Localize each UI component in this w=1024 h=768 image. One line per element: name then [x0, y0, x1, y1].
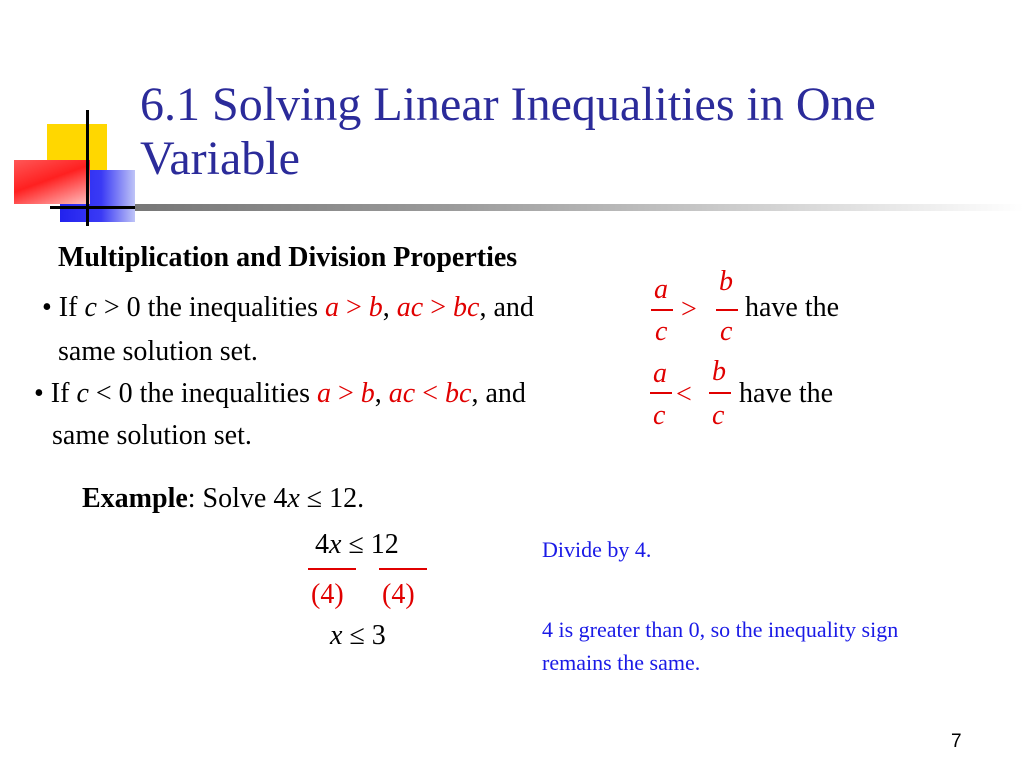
frac-numerator-a: a: [653, 358, 667, 389]
section-heading: Multiplication and Division Properties: [58, 242, 518, 273]
frac-denominator-c: c: [720, 316, 733, 347]
frac-numerator-b: b: [712, 356, 726, 387]
divisor-right: (4): [382, 579, 415, 610]
fraction-bar: [651, 309, 673, 311]
note-explanation: 4 is greater than 0, so the inequality sign remains the same.: [542, 617, 899, 675]
divisor-left: (4): [311, 579, 344, 610]
note-divide: Divide by 4.: [542, 537, 652, 562]
example-step-1: 4x ≤ 12: [315, 529, 399, 560]
fraction-bar: [650, 392, 672, 394]
bullet-2-line-2: same solution set.: [52, 420, 252, 451]
bullet-1-line-1: • If c > 0 the inequalities a > b, ac > bc, and: [42, 292, 534, 323]
frac-denominator-c: c: [712, 400, 725, 431]
example-result: x ≤ 3: [330, 620, 386, 651]
logo-horizontal-line: [50, 206, 135, 209]
frac-numerator-a: a: [654, 274, 668, 305]
title-divider: [135, 204, 1024, 211]
fraction-bar: [709, 392, 731, 394]
frac-denominator-c: c: [653, 400, 666, 431]
fraction-bar: [716, 309, 738, 311]
bullet-2-suffix: have the: [739, 378, 834, 409]
frac-numerator-b: b: [719, 266, 733, 297]
slide-title: 6.1 Solving Linear Inequalities in One Variable: [140, 78, 876, 185]
division-bar-left: [308, 568, 356, 570]
bullet-2-line-1: • If c < 0 the inequalities a > b, ac < bc, and: [34, 378, 526, 409]
bullet-1-suffix: have the: [745, 292, 840, 323]
frac-operator: >: [681, 294, 697, 325]
page-number: 7: [951, 731, 962, 752]
example-statement: Example: Solve 4x ≤ 12.: [82, 483, 365, 514]
frac-denominator-c: c: [655, 316, 668, 347]
bullet-1-line-2: same solution set.: [58, 336, 258, 367]
logo-red-square: [14, 160, 90, 204]
division-bar-right: [379, 568, 427, 570]
frac-operator: <: [676, 379, 692, 410]
